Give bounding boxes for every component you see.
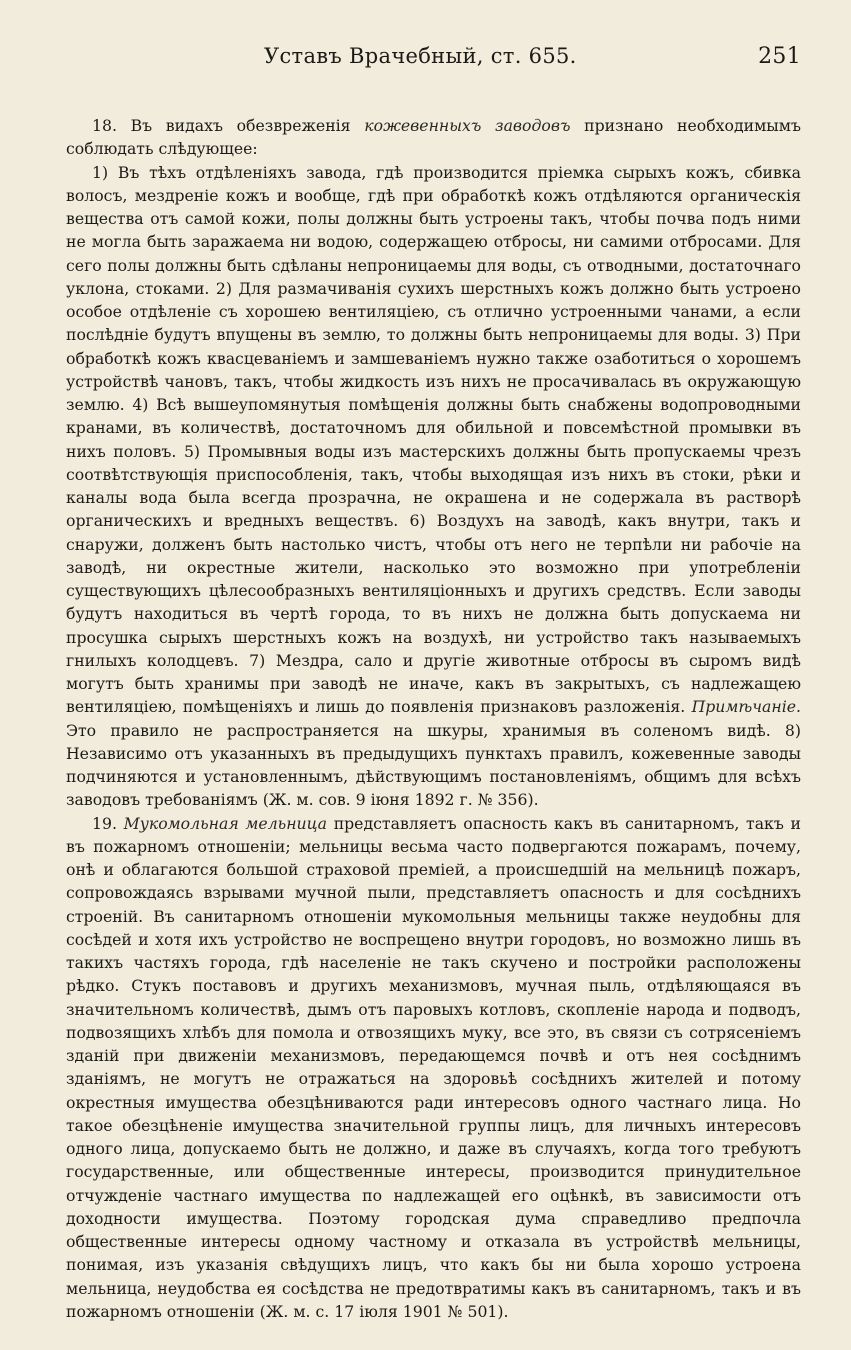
- paragraph-text: представляетъ опасность какъ въ санитарномъ, такъ и въ пожарномъ отношеніи; мельницы весьма часто подвергаются пожарамъ, почему, онѣ и облагаются большой страховой преміей, а происшедшій на мельницѣ пожаръ, сопровождаясь взрывами мучной пыли, представляетъ опасность и для сосѣднихъ строеній. Въ санитарномъ отношеніи мукомольныя мельницы также неудобны для сосѣдей и хотя ихъ устройство не воспрещено внутри городовъ, но возможно лишь въ такихъ частяхъ города, гдѣ населеніе не такъ скучено и постройки расположены рѣдко. Стукъ поставовъ и другихъ механизмовъ, мучная пыль, отдѣляющаяся въ значительномъ количествѣ, дымъ отъ паровыхъ котловъ, скопленіе народа и подводъ, подвозящихъ хлѣбъ для помола и отвозящихъ муку, все это, въ связи съ сотрясеніемъ зданій при движеніи механизмовъ, передающемся почвѣ и отъ нея сосѣднимъ зданіямъ, не могутъ не отражаться на здоровьѣ сосѣднихъ жителей и потому окрестныя имущества обезцѣниваются ради интересовъ одного частнаго лица. Но такое обезцѣненіе имущества значительной группы лицъ, для личныхъ интересовъ одного лица, допускаемо быть не должно, и даже въ случаяхъ, когда того требуютъ государственные, или общественные интересы, производится принудительное отчужденіе частнаго имущества по надлежащей его оцѣнкѣ, въ зависимости отъ доходности имущества. Поэтому городская дума справедливо предпочла общественные интересы одному частному и отказала въ устройствѣ мельницы, понимая, изъ указанія свѣдущихъ лицъ, что какъ бы ни была хорошо устроена мельница, неудобства ея сосѣдства не предотвратимы какъ въ санитарномъ, такъ и въ пожарномъ отношеніи (Ж. м. с. 17 іюля 1901 № 501).: [66, 813, 801, 1321]
- paragraph-number: 19.: [92, 813, 117, 833]
- running-title: Уставъ Врачебный, ст. 655.: [264, 44, 577, 68]
- paragraph-18-rules: [66, 161, 801, 812]
- paragraph-text: Въ тѣхъ отдѣленіяхъ завода, гдѣ производится пріемка сырыхъ кожъ, сбивка волосъ, мездреніе кожъ и вообще, гдѣ при обработкѣ кожъ отдѣляются органическія вещества отъ самой кожи, полы должны быть устроены такъ, чтобы почва подъ ними не могла быть заражаема ни водою, содержащею отбросы, ни самими отбросами. Для сего полы должны быть сдѣланы непроницаемы для воды, съ отводными, достаточнаго уклона, стоками. 2) Для размачиванія сухихъ шерстныхъ кожъ должно быть устроено особое отдѣленіе съ хорошею вентиляціею, съ отлично устроенными чанами, а если послѣдніе будутъ впущены въ землю, то должны быть непроницаемы для воды. 3) При обработкѣ кожъ квасцеваніемъ и замшеваніемъ нужно также озаботиться о хорошемъ устройствѣ чановъ, такъ, чтобы жидкость изъ нихъ не просачивалась въ окружающую землю. 4) Всѣ вышеупомянутыя помѣщенія должны быть снабжены водопроводными кранами, въ количествѣ, достаточномъ для обильной и повсемѣстной промывки въ нихъ половъ. 5) Промывныя воды изъ мастерскихъ должны быть пропускаемы чрезъ соотвѣтствующія приспособленія, такъ, чтобы выходящая изъ нихъ въ стоки, рѣки и каналы вода была всегда прозрачна, не окрашена и не содержала въ растворѣ органическихъ и вредныхъ веществъ. 6) Воздухъ на заводѣ, какъ внутри, такъ и снаружи, долженъ быть настолько чистъ, чтобы отъ него не терпѣли ни рабочіе на заводѣ, ни окрестные жители, насколько это возможно при употребленіи существующихъ цѣлесообразныхъ вентиляціонныхъ и другихъ средствъ. Если заводы будутъ находиться въ чертѣ города, то въ нихъ не должна быть допускаема ни просушка сырыхъ шерстныхъ кожъ на воздухѣ, ни устройство такъ называемыхъ гнилыхъ колодцевъ. 7) Мездра, сало и другіе животные отбросы въ сыромъ видѣ могутъ быть хранимы при заводѣ не иначе, какъ въ закрытыхъ, съ надлежащею вентиляціею, помѣщеніяхъ и лишь до появленія признаковъ разложенія.: [66, 162, 801, 717]
- page-number: 251: [758, 44, 801, 69]
- item-number: 1): [92, 162, 109, 182]
- body-text: [66, 114, 801, 1323]
- paragraph-18: [66, 114, 801, 161]
- paragraph-lead: Въ видахъ обезвреженія: [130, 116, 351, 135]
- page-header: [66, 36, 801, 76]
- topic-emphasis: Мукомольная мельница: [123, 813, 327, 833]
- paragraph-19: [66, 812, 801, 1324]
- paragraph-text: признано необходимымъ соблюдать слѣдующее:: [66, 116, 801, 159]
- note-text: Это правило не распространяется на шкуры, хранимыя въ соленомъ видѣ. 8) Независимо отъ указанныхъ въ предыдущихъ пунктахъ правилъ, кожевенные заводы подчиняются и установленнымъ, дѣйствующимъ постановленіямъ, общимъ для всѣхъ заводовъ требованіямъ (Ж. м. сов. 9 іюня 1892 г. № 356).: [66, 720, 801, 810]
- topic-emphasis: кожевенныхъ заводовъ: [364, 116, 571, 135]
- note-label: Примѣчаніе.: [691, 697, 801, 717]
- paragraph-number: 18.: [92, 116, 117, 135]
